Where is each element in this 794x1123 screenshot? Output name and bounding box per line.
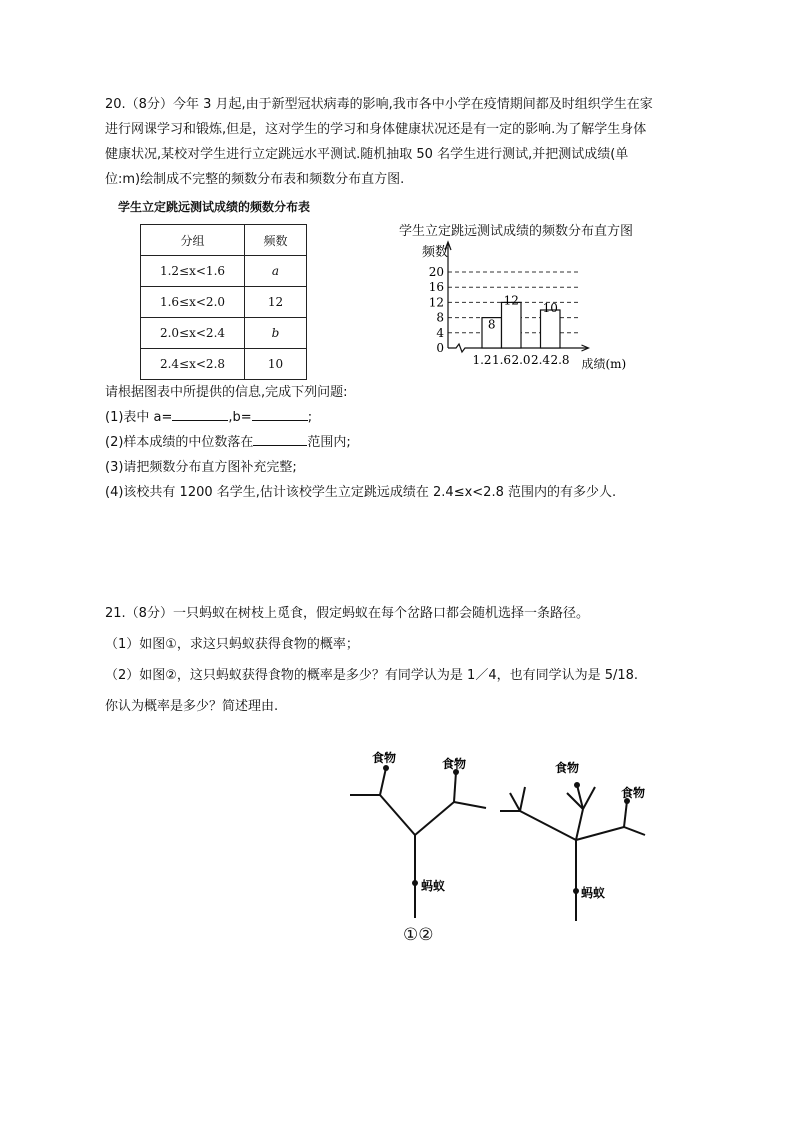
branch — [520, 787, 525, 811]
q21-line: 21.（8分）一只蚂蚁在树枝上觅食，假定蚂蚁在每个岔路口都会随机选择一条路径。 — [105, 606, 589, 621]
branch — [576, 827, 624, 840]
food-dot — [383, 765, 389, 771]
branch — [624, 801, 627, 827]
histogram-title: 学生立定跳远测试成绩的频数分布直方图 — [399, 224, 634, 239]
sub1-text-b: ,b= — [228, 410, 252, 425]
branch — [520, 811, 576, 840]
ant-dot — [573, 888, 579, 894]
answer-blank-a[interactable] — [172, 406, 228, 421]
x-tick-label: 1.2 — [472, 353, 492, 367]
sub2-text-a: (2)样本成绩的中位数落在 — [105, 435, 254, 450]
y-tick-label: 0 — [436, 341, 444, 355]
branch — [380, 768, 386, 795]
ant-dot — [412, 880, 418, 886]
branch — [510, 793, 520, 811]
histogram — [410, 240, 650, 372]
branch — [583, 787, 595, 809]
q20-line: 健康状况,某校对学生进行立定跳远水平测试.随机抽取 50 名学生进行测试,并把测试成绩(单 — [105, 147, 629, 162]
y-tick-label: 20 — [428, 265, 444, 279]
table-row — [141, 318, 307, 349]
frequency-table — [140, 224, 307, 380]
branch — [415, 802, 454, 835]
bar-data-label: 12 — [503, 293, 519, 308]
table-cell-range: 2.0≤x<2.4 — [141, 318, 245, 349]
y-tick-label: 16 — [428, 280, 444, 295]
q20-subquestions — [105, 380, 616, 505]
table-cell-range: 2.4≤x<2.8 — [141, 349, 245, 380]
x-axis-label: 成绩(m) — [581, 357, 627, 371]
q21-line: 你认为概率是多少？简述理由. — [105, 699, 279, 714]
histogram-bar — [541, 310, 561, 348]
branch — [454, 772, 456, 802]
table-cell-range: 1.6≤x<2.0 — [141, 287, 245, 318]
table-cell-freq: 10 — [245, 349, 307, 380]
table-cell-freq: a — [245, 256, 307, 287]
table-cell-range: 1.2≤x<1.6 — [141, 256, 245, 287]
q20-stem — [105, 92, 653, 192]
sub-question-4: (4)该校共有 1200 名学生,估计该校学生立定跳远成绩在 2.4≤x<2.8 范围内的有多少人. — [105, 485, 617, 500]
sub-question-2 — [105, 430, 616, 455]
branch — [380, 795, 415, 835]
y-axis-label: 频数 — [422, 245, 449, 260]
bar-data-label: 10 — [542, 301, 558, 315]
y-tick-label: 8 — [436, 310, 444, 325]
y-tick-label: 4 — [436, 325, 444, 340]
answer-blank-b[interactable] — [252, 406, 308, 421]
table-header: 分组 — [141, 225, 245, 256]
sub1-text-end: ; — [307, 410, 313, 425]
ant-tree-figure-1 — [340, 740, 490, 925]
table-row — [141, 256, 307, 287]
ant-label: 蚂蚁 — [421, 879, 446, 893]
y-tick-label: 12 — [428, 295, 444, 310]
answer-blank-median[interactable] — [253, 431, 307, 446]
sub2-text-b: 范围内; — [307, 435, 351, 450]
food-label: 食物 — [555, 761, 580, 775]
figure-labels: ①② — [403, 925, 434, 945]
x-tick-label: 2.8 — [550, 353, 570, 367]
table-header-row — [141, 225, 307, 256]
histogram-bar — [502, 302, 522, 348]
q21-line: （1）如图①，求这只蚂蚁获得食物的概率； — [105, 637, 359, 652]
table-row — [141, 349, 307, 380]
table-title: 学生立定跳远测试成绩的频数分布表 — [118, 200, 311, 214]
bar-data-label: 8 — [487, 317, 496, 332]
table-cell-freq: 12 — [245, 287, 307, 318]
x-tick-label: 1.6 — [491, 353, 512, 367]
q20-line: 进行网课学习和锻炼,但是，这对学生的学习和身体健康状况还是有一定的影响.为了解学生身体 — [105, 122, 647, 137]
q20-line: 20.（8分）今年 3 月起,由于新型冠状病毒的影响,我市各中小学在疫情期间都及时组织学生在家 — [105, 97, 653, 112]
branch — [576, 809, 583, 840]
ant-label: 蚂蚁 — [581, 886, 606, 900]
x-tick-label: 2.0 — [511, 353, 531, 367]
sub1-text-a: (1)表中 a= — [105, 410, 173, 425]
branch — [454, 802, 486, 808]
q20-line: 位:m)绘制成不完整的频数分布表和频数分布直方图. — [105, 172, 405, 187]
q21-line: （2）如图②，这只蚂蚁获得食物的概率是多少？有同学认为是 1／4，也有同学认为是 5/18. — [105, 668, 639, 683]
table-cell-freq: b — [245, 318, 307, 349]
food-dot — [574, 782, 580, 788]
table-header: 频数 — [245, 225, 307, 256]
food-label: 食物 — [372, 751, 397, 765]
sub-question-1 — [105, 405, 616, 430]
q20-prompt: 请根据图表中所提供的信息,完成下列问题: — [105, 385, 348, 400]
x-tick-label: 2.4 — [530, 353, 551, 367]
food-label: 食物 — [621, 786, 646, 800]
sub-question-3: (3)请把频数分布直方图补充完整; — [105, 460, 297, 475]
q21-stem — [105, 598, 638, 722]
ant-tree-figure-2 — [495, 755, 655, 927]
table-row — [141, 287, 307, 318]
food-label: 食物 — [442, 757, 467, 771]
branch — [624, 827, 645, 835]
